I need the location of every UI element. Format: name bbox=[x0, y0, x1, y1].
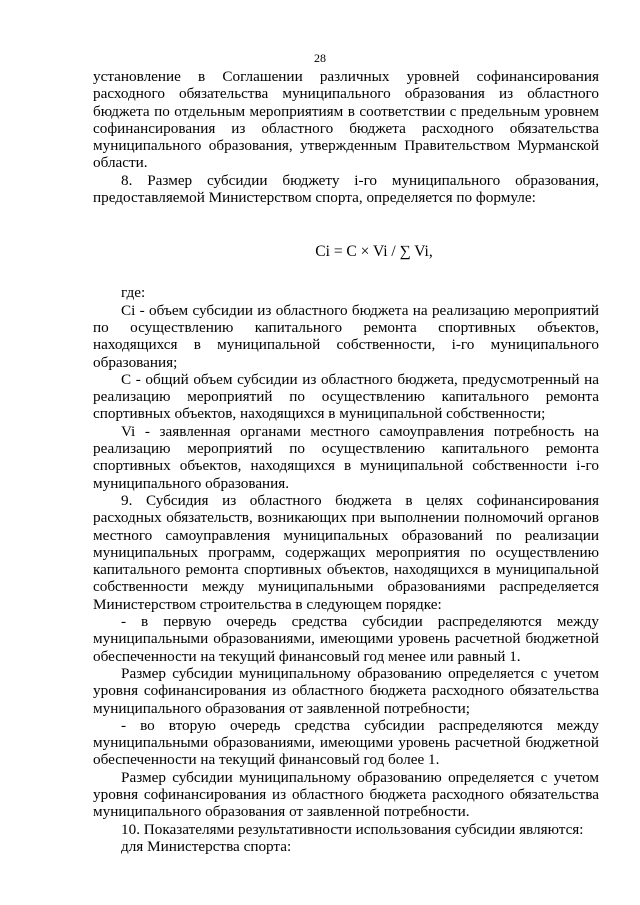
paragraph-10-indicators: 10. Показателями результативности использования субсидии являются: bbox=[121, 820, 584, 838]
list-item-first-priority: - в первую очередь средства субсидии распределяются между муниципальными образованиями, имеющими уровень расчетной бюджетной обеспеченности на текущий финансовый год менее или равный 1. bbox=[93, 613, 599, 665]
document-body bbox=[93, 68, 599, 855]
list-item-second-priority: - во вторую очередь средства субсидии распределяются между муниципальными образованиями, имеющими уровень расчетной бюджетной обеспеченности на текущий финансовый год более 1. bbox=[93, 716, 599, 769]
paragraph-where: где: bbox=[121, 284, 146, 302]
paragraph-9-distribution: 9. Субсидия из областного бюджета в целях софинансирования расходных обязательств, возникающих при выполнении полномочий органов местного самоуправления муниципальных образований по реализации муниципальных программ, содержащих мероприятия по осуществлению капитального ремонта спортивных объектов, находящихся в муниципальной собственности между муниципальными образованиями распределяется Министерством строительства в следующем порядке: bbox=[93, 491, 599, 613]
definition-c: С - общий объем субсидии из областного бюджета, предусмотренный на реализацию мероприятий по осуществлению капитального ремонта спортивных объектов, находящихся в муниципальной собственности; bbox=[93, 370, 599, 423]
paragraph-ministry-of-sport: для Министерства спорта: bbox=[121, 837, 292, 855]
paragraph-size-first-priority: Размер субсидии муниципальному образованию определяется с учетом уровня софинансирования из областного бюджета расходного обязательства муниципального образования от заявленной потребности; bbox=[93, 664, 599, 717]
definition-ci: Ci - объем субсидии из областного бюджета на реализацию мероприятий по осуществлению капитального ремонта спортивных объектов, находящихся в муниципальной собственности, i-го муниципального образования; bbox=[93, 301, 599, 371]
page-number: 28 bbox=[314, 51, 326, 65]
paragraph-8-subsidy-size: 8. Размер субсидии бюджету i-го муниципального образования, предоставляемой Министерством спорта, определяется по формуле: bbox=[93, 171, 599, 207]
paragraph-size-second-priority: Размер субсидии муниципальному образованию определяется с учетом уровня софинансирования из областного бюджета расходного обязательства муниципального образования от заявленной потребности. bbox=[93, 768, 599, 821]
paragraph-cofinancing-levels: установление в Соглашении различных уровней софинансирования расходного обязательства муниципального образования из областного бюджета по отдельным мероприятиям в соответствии с предельным уровнем софинансирования из областного бюджета расходного обязательства муниципального образования, утвержденным Правительством Мурманской области. bbox=[93, 68, 599, 172]
definition-vi: Vi - заявленная органами местного самоуправления потребность на реализацию мероприятий по осуществлению капитального ремонта спортивных объектов, находящихся в муниципальной собственности i-го муниципального образования. bbox=[93, 422, 599, 492]
subsidy-formula: Ci = C × Vi / ∑ Vi, bbox=[315, 243, 433, 261]
